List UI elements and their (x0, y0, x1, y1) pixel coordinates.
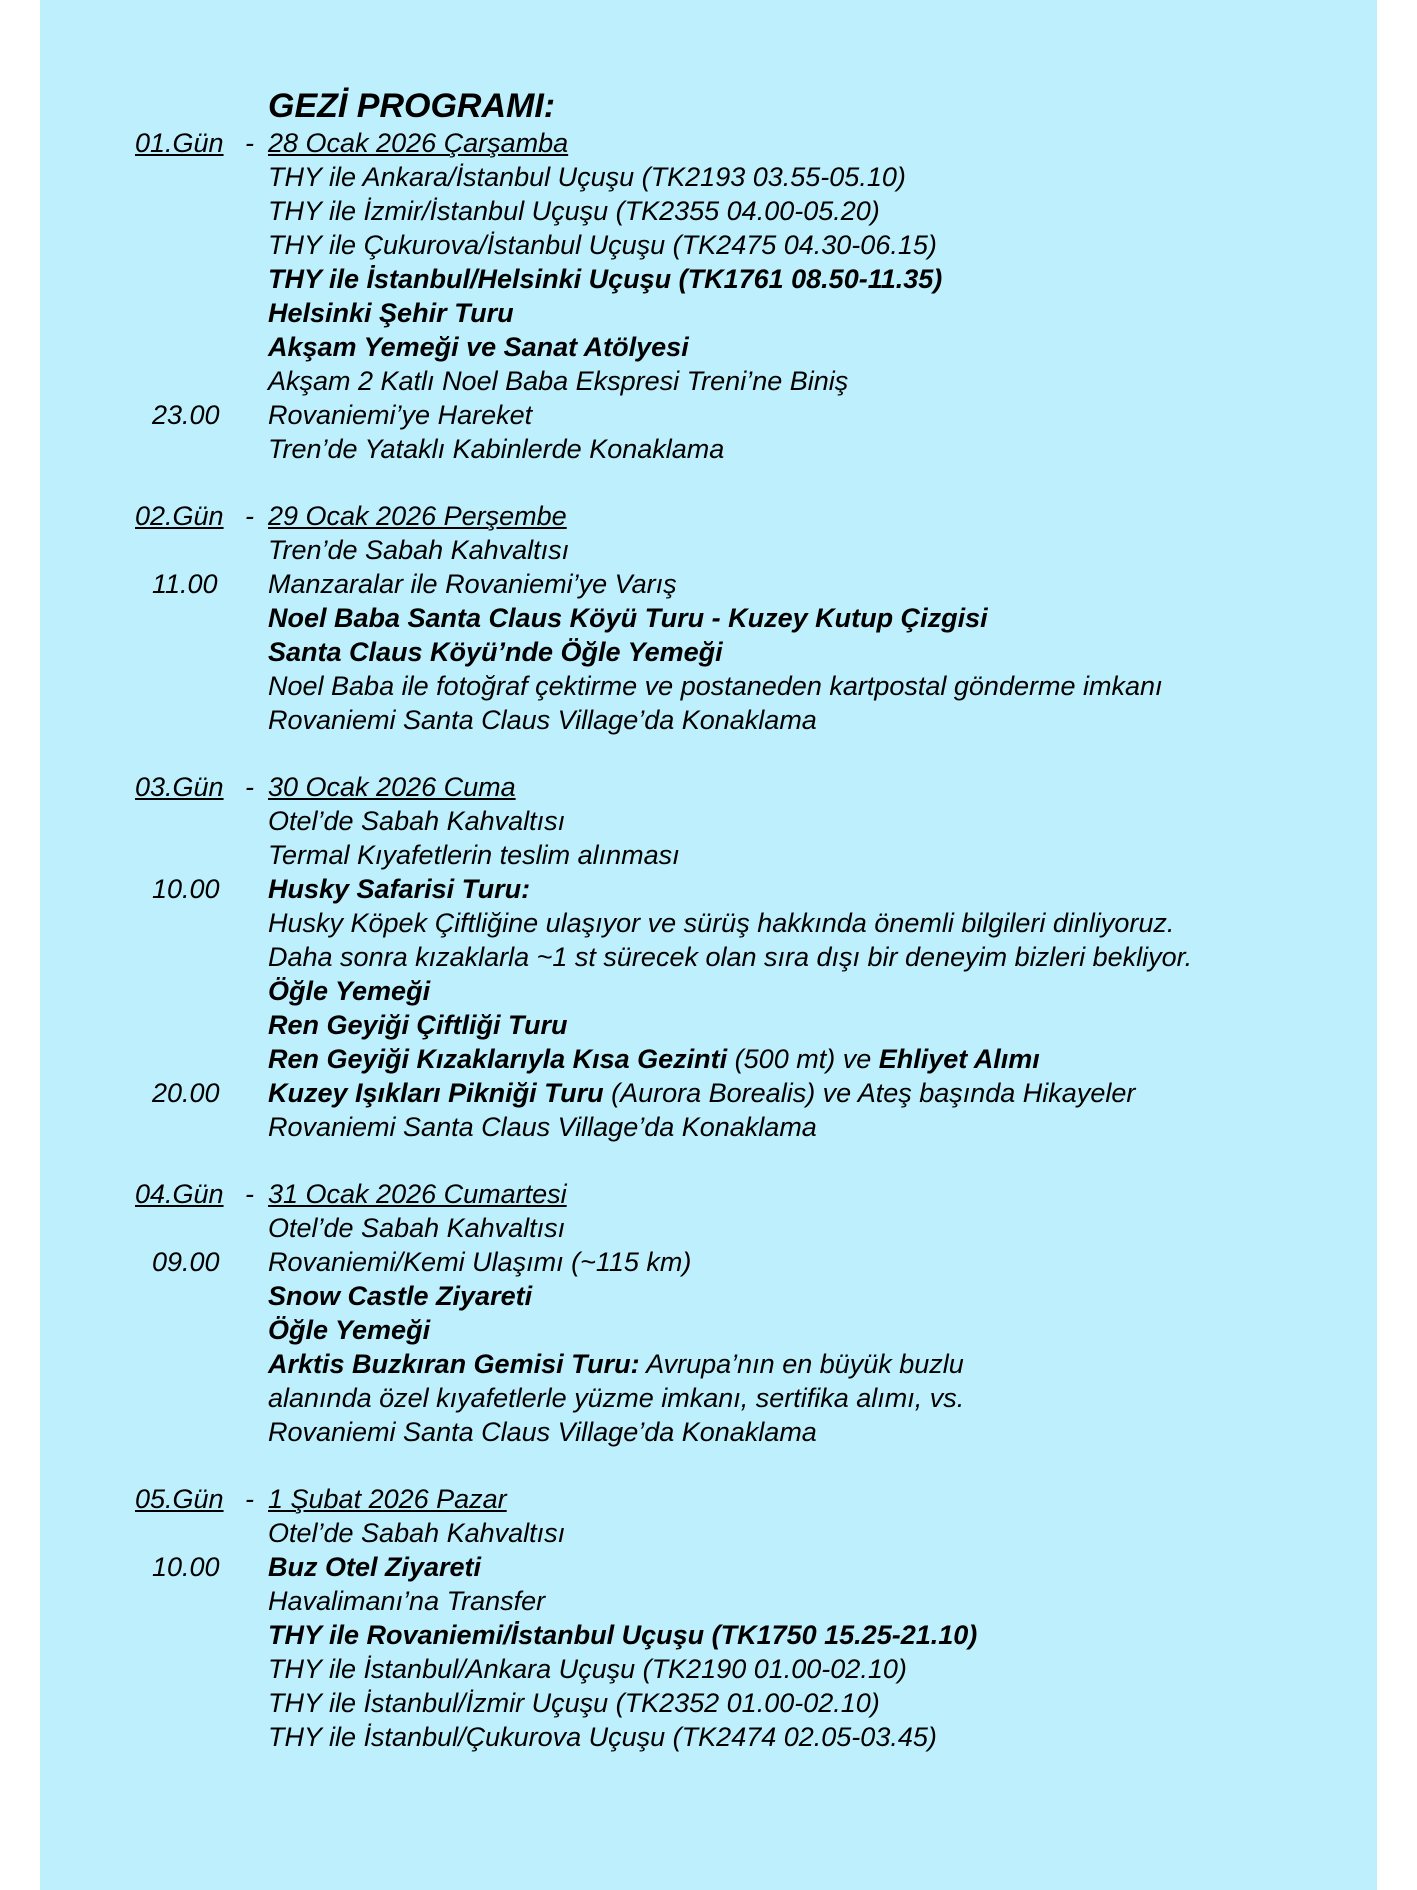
schedule-text (268, 635, 723, 669)
schedule-text-part: Akşam 2 Katlı Noel Baba Ekspresi Treni’ne Biniş (268, 366, 849, 396)
schedule-row (135, 1042, 1375, 1076)
schedule-text (268, 567, 677, 601)
schedule-text (268, 601, 988, 635)
schedule-text-bold: Kuzey Işıkları Pikniği Turu (268, 1078, 604, 1108)
schedule-row (135, 1313, 1375, 1347)
schedule-row (135, 1516, 1375, 1550)
schedule-text (268, 533, 569, 567)
schedule-row (135, 432, 1375, 466)
schedule-text (268, 1618, 977, 1652)
day-separator: - (245, 772, 254, 802)
schedule-text-part: Otel’de Sabah Kahvaltısı (268, 806, 566, 836)
schedule-row (135, 567, 1375, 601)
schedule-text (268, 1584, 545, 1618)
schedule-row (135, 228, 1375, 262)
day-label: 04.Gün (135, 1179, 224, 1209)
schedule-text (268, 1211, 565, 1245)
schedule-row (135, 262, 1375, 296)
schedule-text (268, 1415, 817, 1449)
schedule-text-part: Termal Kıyafetlerin teslim alınması (268, 840, 680, 870)
schedule-text (268, 940, 1192, 974)
schedule-text (268, 194, 880, 228)
schedule-text (268, 1516, 565, 1550)
schedule-row (135, 1618, 1375, 1652)
schedule-row (135, 635, 1375, 669)
schedule-text (268, 398, 532, 432)
schedule-text-part: THY ile Çukurova/İstanbul Uçuşu (TK2475 04.30-06.15) (268, 230, 937, 260)
schedule-row (135, 1550, 1375, 1584)
schedule-time: 20.00 (152, 1078, 220, 1108)
schedule-row (135, 1686, 1375, 1720)
schedule-text (268, 906, 1174, 940)
schedule-text (268, 669, 1163, 703)
schedule-row (135, 1652, 1375, 1686)
schedule-text (268, 1652, 907, 1686)
schedule-row (135, 838, 1375, 872)
schedule-row (135, 940, 1375, 974)
schedule-text-part: Havalimanı’na Transfer (268, 1586, 546, 1616)
schedule-time: 11.00 (152, 569, 218, 599)
day-date: 31 Ocak 2026 Cumartesi (268, 1179, 567, 1209)
schedule-text-part: (500 mt) ve (727, 1044, 879, 1074)
schedule-text (268, 432, 724, 466)
schedule-text (268, 1008, 568, 1042)
schedule-row (135, 1381, 1375, 1415)
schedule-text-bold: Ren Geyiği Kızaklarıyla Kısa Gezinti (268, 1044, 728, 1074)
schedule-row (135, 1110, 1375, 1144)
schedule-text-part: Rovaniemi’ye Hareket (268, 400, 533, 430)
schedule-text-part: THY ile Ankara/İstanbul Uçuşu (TK2193 03.55-05.10) (268, 162, 906, 192)
schedule-text (268, 974, 430, 1008)
schedule-time: 10.00 (152, 1552, 220, 1582)
schedule-text-part: Tren’de Sabah Kahvaltısı (268, 535, 570, 565)
itinerary-document (135, 86, 1375, 1787)
schedule-row (135, 1008, 1375, 1042)
schedule-time: 23.00 (152, 400, 220, 430)
schedule-text (268, 1042, 1040, 1076)
schedule-text (268, 1313, 430, 1347)
schedule-row (135, 1415, 1375, 1449)
day-date: 29 Ocak 2026 Perşembe (268, 501, 567, 531)
schedule-text-bold: Ren Geyiği Çiftliği Turu (268, 1010, 568, 1040)
schedule-text-bold: Arktis Buzkıran Gemisi Turu: (268, 1349, 640, 1379)
schedule-row (135, 669, 1375, 703)
schedule-text-part: THY ile İzmir/İstanbul Uçuşu (TK2355 04.00-05.20) (268, 196, 880, 226)
page-background (40, 0, 1377, 1890)
day-header (135, 126, 1375, 160)
schedule-time: 09.00 (152, 1247, 220, 1277)
day-list (135, 126, 1375, 1754)
schedule-text-bold: Husky Safarisi Turu: (268, 874, 531, 904)
schedule-text-part: Husky Köpek Çiftliğine ulaşıyor ve sürüş hakkında önemli bilgileri dinliyoruz. (268, 908, 1175, 938)
schedule-row (135, 1211, 1375, 1245)
day-date: 30 Ocak 2026 Cuma (268, 772, 516, 802)
day-separator: - (245, 501, 254, 531)
schedule-text-part: Avrupa’nın en büyük buzlu (639, 1349, 964, 1379)
schedule-text-bold: Akşam Yemeği ve Sanat Atölyesi (268, 332, 689, 362)
day-label: 03.Gün (135, 772, 224, 802)
schedule-text (268, 1279, 532, 1313)
schedule-text-part: Rovaniemi Santa Claus Village’da Konaklama (268, 1112, 817, 1142)
day-section (135, 499, 1375, 737)
schedule-row (135, 194, 1375, 228)
schedule-text-bold: Ehliyet Alımı (878, 1044, 1040, 1074)
schedule-row (135, 1245, 1375, 1279)
schedule-row (135, 1584, 1375, 1618)
day-header (135, 499, 1375, 533)
schedule-text (268, 160, 906, 194)
schedule-text-bold: Snow Castle Ziyareti (268, 1281, 533, 1311)
schedule-row (135, 804, 1375, 838)
schedule-row (135, 872, 1375, 906)
page-title: GEZİ PROGRAMI: (268, 87, 556, 125)
schedule-text-bold: Helsinki Şehir Turu (268, 298, 514, 328)
day-section (135, 1177, 1375, 1449)
schedule-text (268, 1245, 691, 1279)
schedule-text-part: Tren’de Yataklı Kabinlerde Konaklama (268, 434, 725, 464)
schedule-row (135, 906, 1375, 940)
schedule-row (135, 398, 1375, 432)
day-date: 1 Şubat 2026 Pazar (268, 1484, 507, 1514)
schedule-text-bold: Noel Baba Santa Claus Köyü Turu - Kuzey Kutup Çizgisi (268, 603, 988, 633)
day-separator: - (245, 1179, 254, 1209)
schedule-text-part: Noel Baba ile fotoğraf çektirme ve postaneden kartpostal gönderme imkanı (268, 671, 1163, 701)
schedule-row (135, 533, 1375, 567)
schedule-text-part: THY ile İstanbul/Çukurova Uçuşu (TK2474 02.05-03.45) (268, 1722, 937, 1752)
schedule-text-part: (Aurora Borealis) ve Ateş başında Hikayeler (603, 1078, 1136, 1108)
schedule-row (135, 364, 1375, 398)
day-section (135, 126, 1375, 466)
schedule-row (135, 1076, 1375, 1110)
schedule-text-bold: THY ile Rovaniemi/İstanbul Uçuşu (TK1750 15.25-21.10) (268, 1620, 978, 1650)
schedule-row (135, 1347, 1375, 1381)
schedule-text (268, 330, 689, 364)
schedule-text-bold: Öğle Yemeği (268, 976, 431, 1006)
day-header (135, 1177, 1375, 1211)
schedule-text (268, 1720, 937, 1754)
day-header (135, 1482, 1375, 1516)
schedule-text-part: Manzaralar ile Rovaniemi’ye Varış (268, 569, 677, 599)
schedule-text (268, 1076, 1135, 1110)
schedule-text (268, 1110, 817, 1144)
schedule-text-part: THY ile İstanbul/İzmir Uçuşu (TK2352 01.00-02.10) (268, 1688, 880, 1718)
day-separator: - (245, 128, 254, 158)
schedule-text (268, 1550, 481, 1584)
schedule-row (135, 1279, 1375, 1313)
schedule-text (268, 1381, 964, 1415)
day-header (135, 770, 1375, 804)
day-date: 28 Ocak 2026 Çarşamba (268, 128, 569, 158)
schedule-text-part: Otel’de Sabah Kahvaltısı (268, 1518, 566, 1548)
day-label: 05.Gün (135, 1484, 224, 1514)
schedule-text (268, 364, 848, 398)
schedule-row (135, 703, 1375, 737)
schedule-text-bold: Öğle Yemeği (268, 1315, 431, 1345)
schedule-row (135, 1720, 1375, 1754)
schedule-text (268, 1686, 880, 1720)
schedule-text-part: alanında özel kıyafetlerle yüzme imkanı, sertifika alımı, vs. (268, 1383, 965, 1413)
schedule-text-part: THY ile İstanbul/Ankara Uçuşu (TK2190 01.00-02.10) (268, 1654, 907, 1684)
schedule-text (268, 804, 565, 838)
schedule-row (135, 974, 1375, 1008)
schedule-text-part: Rovaniemi Santa Claus Village’da Konaklama (268, 1417, 817, 1447)
schedule-text (268, 703, 817, 737)
day-label: 01.Gün (135, 128, 224, 158)
schedule-text (268, 228, 937, 262)
schedule-row (135, 160, 1375, 194)
day-section (135, 1482, 1375, 1754)
schedule-text-part: Rovaniemi/Kemi Ulaşımı (~115 km) (268, 1247, 692, 1277)
schedule-text-bold: THY ile İstanbul/Helsinki Uçuşu (TK1761 08.50-11.35) (268, 264, 943, 294)
schedule-row (135, 296, 1375, 330)
schedule-text-bold: Buz Otel Ziyareti (268, 1552, 482, 1582)
schedule-text (268, 872, 530, 906)
schedule-text-part: Rovaniemi Santa Claus Village’da Konaklama (268, 705, 817, 735)
schedule-time: 10.00 (152, 874, 220, 904)
schedule-row (135, 601, 1375, 635)
schedule-row (135, 330, 1375, 364)
schedule-text (268, 296, 514, 330)
schedule-text (268, 262, 942, 296)
schedule-text-part: Daha sonra kızaklarla ~1 st sürecek olan sıra dışı bir deneyim bizleri bekliyor. (268, 942, 1193, 972)
day-label: 02.Gün (135, 501, 224, 531)
day-separator: - (245, 1484, 254, 1514)
schedule-text (268, 1347, 964, 1381)
schedule-text (268, 838, 680, 872)
day-section (135, 770, 1375, 1144)
schedule-text-part: Otel’de Sabah Kahvaltısı (268, 1213, 566, 1243)
schedule-text-bold: Santa Claus Köyü’nde Öğle Yemeği (268, 637, 723, 667)
